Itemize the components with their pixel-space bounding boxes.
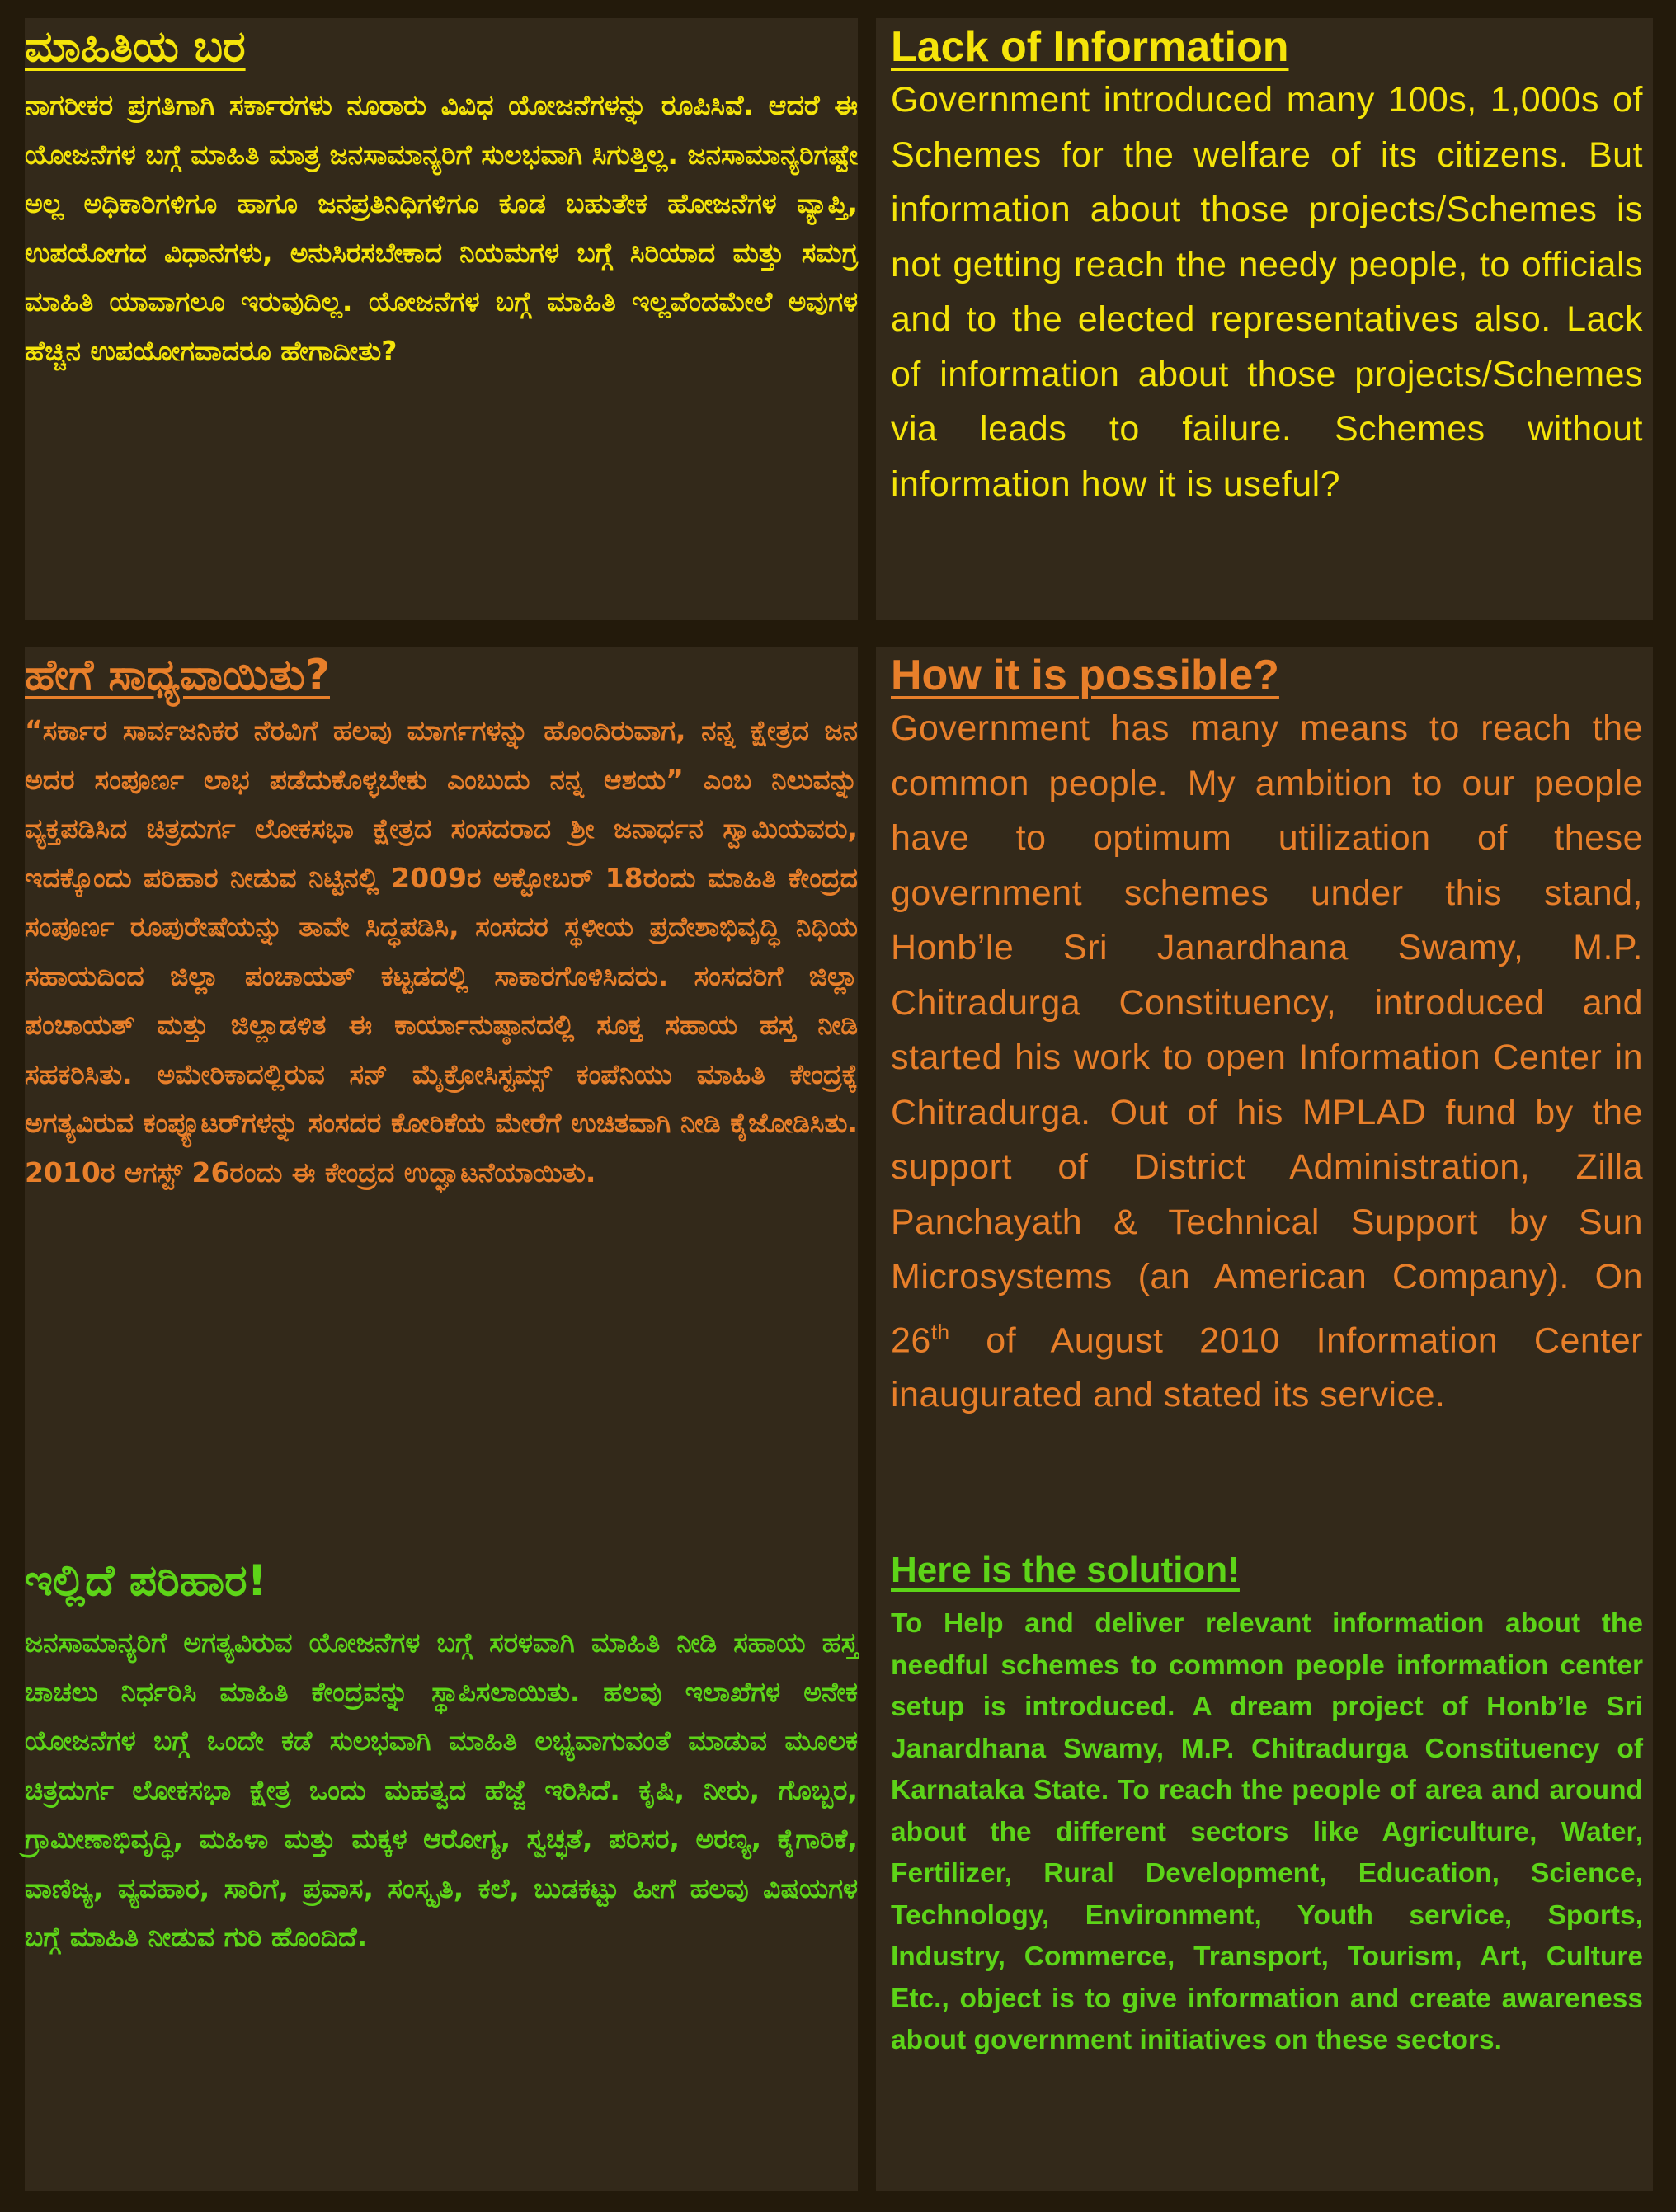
english-lack-panel (876, 18, 1653, 620)
english-possible-body (891, 701, 1643, 1423)
english-lack-body: Government introduced many 100s, 1,000s of Schemes for the welfare of its citizens. But information about those projects/Schemes is not getting reach the needy people, to officials and to the elected representatives also. Lack of information about those projects/Schemes via leads to failure. Schemes without information how it is useful? (891, 80, 1643, 504)
kannada-lack-panel (25, 18, 858, 620)
kannada-solution-body: ಜನಸಾಮಾನ್ಯರಿಗೆ ಅಗತ್ಯವಿರುವ ಯೋಜನೆಗಳ ಬಗ್ಗೆ ಸರಳವಾಗಿ ಮಾಹಿತಿ ನೀಡಿ ಸಹಾಯ ಹಸ್ತ ಚಾಚಲು ನಿರ್ಧರಿಸಿ ಮಾಹಿತಿ ಕೇಂದ್ರವನ್ನು ಸ್ಥಾಪಿಸಲಾಯಿತು. ಹಲವು ಇಲಾಖೆಗಳ ಅನೇಕ ಯೋಜನೆಗಳ ಬಗ್ಗೆ ಒಂದೇ ಕಡೆ ಸುಲಭವಾಗಿ ಮಾಹಿತಿ ಲಭ್ಯವಾಗುವಂತೆ ಮಾಡುವ ಮೂಲಕ ಚಿತ್ರದುರ್ಗ ಲೋಕಸಭಾ ಕ್ಷೇತ್ರ ಒಂದು ಮಹತ್ವದ ಹೆಜ್ಜೆ ಇರಿಸಿದೆ. ಕೃಷಿ, ನೀರು, ಗೊಬ್ಬರ, ಗ್ರಾಮೀಣಾಭಿವೃದ್ಧಿ, ಮಹಿಳಾ ಮತ್ತು ಮಕ್ಕಳ ಆರೋಗ್ಯ, ಸ್ವಚ್ಛತೆ, ಪರಿಸರ, ಅರಣ್ಯ, ಕೈಗಾರಿಕೆ, ವಾಣಿಜ್ಯ, ವ್ಯವಹಾರ, ಸಾರಿಗೆ, ಪ್ರವಾಸ, ಸಂಸ್ಕೃತಿ, ಕಲೆ, ಬುಡಕಟ್ಟು ಹೀಗೆ ಹಲವು ವಿಷಯಗಳ ಬಗ್ಗೆ ಮಾಹಿತಿ ನೀಡುವ ಗುರಿ ಹೊಂದಿದೆ. (25, 1626, 858, 1953)
english-lack-heading: Lack of Information (891, 23, 1289, 71)
kannada-possible-heading: ಹೇಗೆ ಸಾಧ್ಯವಾಯಿತು? (25, 651, 330, 700)
english-bottom-panel (876, 647, 1653, 2191)
english-possible-body-part1: Government has many means to reach the common people. My ambition to our people have to optimum utilization of these government schemes under this stand, Honb’le Sri Janardhana Swamy, M.P. Chitradurga Constituency, introduced and started his work to open Information Center in Chitradurga. Out of his MPLAD fund by the support of District Administration, Zilla Panchayath & Technical Support by Sun Microsystems (an American Company). On 26 (891, 708, 1643, 1360)
kannada-solution-heading: ಇಲ್ಲಿದೆ ಪರಿಹಾರ! (25, 1556, 267, 1606)
kannada-lack-body: ನಾಗರೀಕರ ಪ್ರಗತಿಗಾಗಿ ಸರ್ಕಾರಗಳು ನೂರಾರು ವಿವಿಧ ಯೋಜನೆಗಳನ್ನು ರೂಪಿಸಿವೆ. ಆದರೆ ಈ ಯೋಜನೆಗಳ ಬಗ್ಗೆ ಮಾಹಿತಿ ಮಾತ್ರ ಜನಸಾಮಾನ್ಯರಿಗೆ ಸುಲಭವಾಗಿ ಸಿಗುತ್ತಿಲ್ಲ. ಜನಸಾಮಾನ್ಯರಿಗಷ್ಟೇ ಅಲ್ಲ ಅಧಿಕಾರಿಗಳಿಗೂ ಹಾಗೂ ಜನಪ್ರತಿನಿಧಿಗಳಿಗೂ ಕೂಡ ಬಹುತೇಕ ಹೋಜನೆಗಳ ವ್ಯಾಪ್ತಿ, ಉಪಯೋಗದ ವಿಧಾನಗಳು, ಅನುಸಿರಸಬೇಕಾದ ನಿಯಮಗಳ ಬಗ್ಗೆ ಸಿರಿಯಾದ ಮತ್ತು ಸಮಗ್ರ ಮಾಹಿತಿ ಯಾವಾಗಲೂ ಇರುವುದಿಲ್ಲ. ಯೋಜನೆಗಳ ಬಗ್ಗೆ ಮಾಹಿತಿ ಇಲ್ಲವೆಂದಮೇಲೆ ಅವುಗಳ ಹೆಚ್ಚಿನ ಉಪಯೋಗವಾದರೂ ಹೇಗಾದೀತು? (25, 89, 858, 367)
english-solution-heading: Here is the solution! (891, 1550, 1240, 1590)
kannada-bottom-panel (25, 647, 858, 2191)
english-possible-heading: How it is possible? (891, 652, 1279, 699)
kannada-possible-body: “ಸರ್ಕಾರ ಸಾರ್ವಜನಿಕರ ನೆರವಿಗೆ ಹಲವು ಮಾರ್ಗಗಳನ್ನು ಹೊಂದಿರುವಾಗ, ನನ್ನ ಕ್ಷೇತ್ರದ ಜನ ಅದರ ಸಂಪೂರ್ಣ ಲಾಭ ಪಡೆದುಕೊಳ್ಳಬೇಕು ಎಂಬುದು ನನ್ನ ಆಶಯ” ಎಂಬ ನಿಲುವನ್ನು ವ್ಯಕ್ತಪಡಿಸಿದ ಚಿತ್ರದುರ್ಗ ಲೋಕಸಭಾ ಕ್ಷೇತ್ರದ ಸಂಸದರಾದ ಶ್ರೀ ಜನಾರ್ಧನ ಸ್ವಾಮಿಯವರು, ಇದಕ್ಕೊಂದು ಪರಿಹಾರ ನೀಡುವ ನಿಟ್ಟಿನಲ್ಲಿ 2009ರ ಅಕ್ಟೋಬರ್ 18ರಂದು ಮಾಹಿತಿ ಕೇಂದ್ರದ ಸಂಪೂರ್ಣ ರೂಪುರೇಷೆಯನ್ನು ತಾವೇ ಸಿದ್ಧಪಡಿಸಿ, ಸಂಸದರ ಸ್ಥಳೀಯ ಪ್ರದೇಶಾಭಿವೃದ್ಧಿ ನಿಧಿಯ ಸಹಾಯದಿಂದ ಜಿಲ್ಲಾ ಪಂಚಾಯತ್ ಕಟ್ಟಡದಲ್ಲಿ ಸಾಕಾರಗೊಳಿಸಿದರು. ಸಂಸದರಿಗೆ ಜಿಲ್ಲಾ ಪಂಚಾಯತ್ ಮತ್ತು ಜಿಲ್ಲಾಡಳಿತ ಈ ಕಾರ್ಯಾನುಷ್ಠಾನದಲ್ಲಿ ಸೂಕ್ತ ಸಹಾಯ ಹಸ್ತ ನೀಡಿ ಸಹಕರಿಸಿತು. ಅಮೇರಿಕಾದಲ್ಲಿರುವ ಸನ್ ಮೈಕ್ರೋಸಿಸ್ಟಮ್ಸ್ ಕಂಪೆನಿಯು ಮಾಹಿತಿ ಕೇಂದ್ರಕ್ಕೆ ಅಗತ್ಯವಿರುವ ಕಂಪ್ಯೂಟರ್‌ಗಳನ್ನು ಸಂಸದರ ಕೋರಿಕೆಯ ಮೇರೆಗೆ ಉಚಿತವಾಗಿ ನೀಡಿ ಕೈಜೋಡಿಸಿತು. 2010ರ ಆಗಸ್ಟ್ 26ರಂದು ಈ ಕೇಂದ್ರದ ಉದ್ಘಾಟನೆಯಾಯಿತು. (25, 714, 858, 1188)
kannada-lack-heading: ಮಾಹಿತಿಯ ಬರ (25, 22, 246, 72)
english-solution-body: To Help and deliver relevant information about the needful schemes to common people information center setup is introduced. A dream project of Honb’le Sri Janardhana Swamy, M.P. Chitradurga Constituency of Karnataka State. To reach the people of area and around about the different sectors like Agriculture, Water, Fertilizer, Rural Development, Education, Science, Technology, Environment, Youth service, Sports, Industry, Commerce, Transport, Tourism, Art, Culture Etc., object is to give information and create awareness about government initiatives on these sectors. (891, 1608, 1643, 2055)
superscript-th: th (930, 1319, 950, 1344)
english-possible-body-part2: of August 2010 Information Center inaugurated and stated its service. (891, 1320, 1643, 1415)
